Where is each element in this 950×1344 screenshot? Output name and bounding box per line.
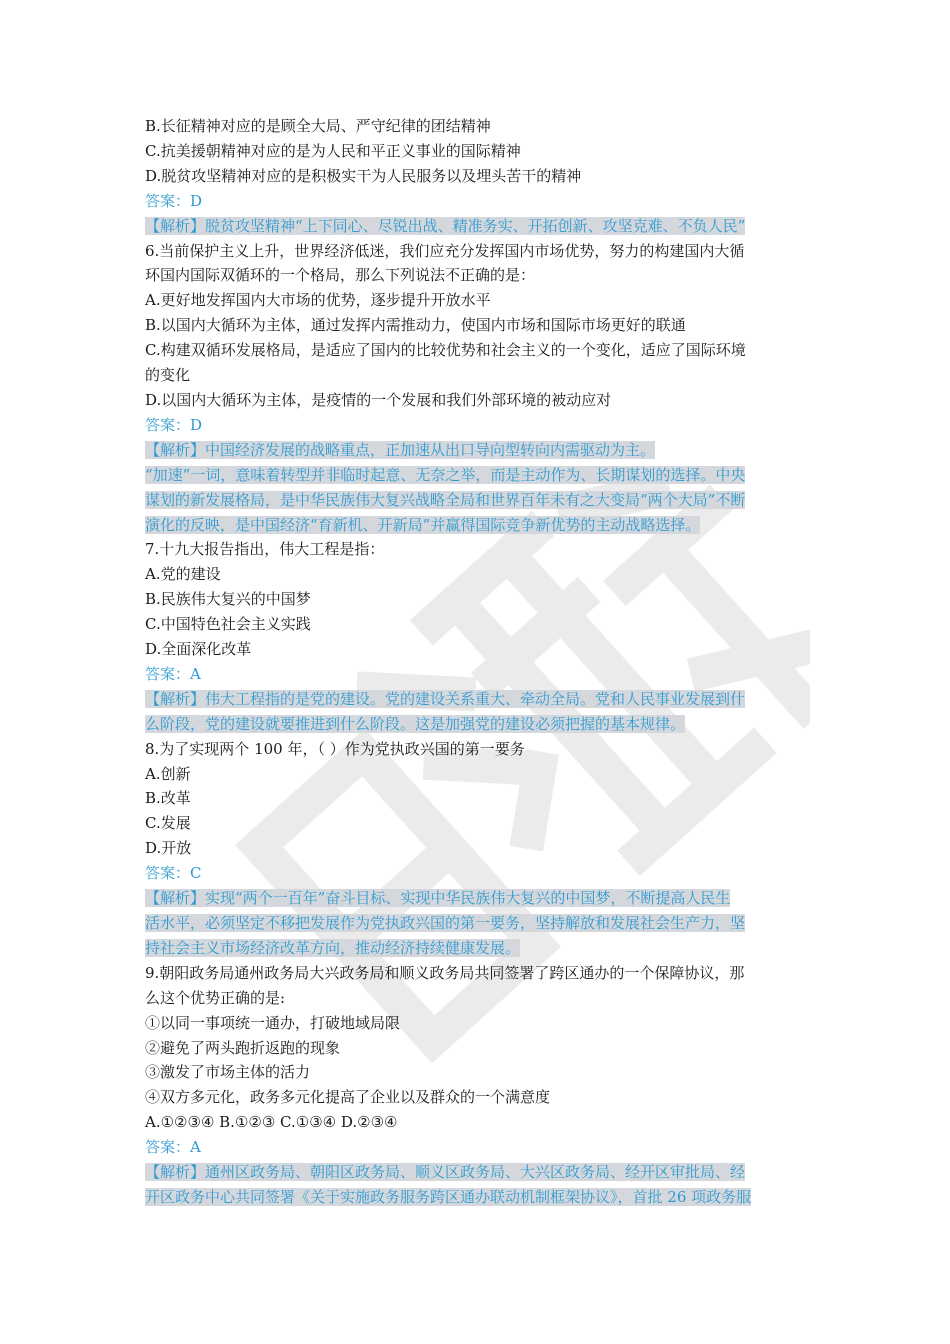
text-line [145,164,809,189]
line-text: 7.十九大报告指出，伟大工程是指： [145,540,385,559]
text-line [145,562,809,587]
line-text: B.民族伟大复兴的中国梦 [145,590,311,609]
line-text: 答案：A [145,664,201,683]
line-text: 答案：C [145,864,202,883]
analysis-line [145,936,809,961]
line-text: ④双方多元化，政务多元化提高了企业以及群众的一个满意度 [145,1088,551,1107]
line-text: ①以同一事项统一通办，打破地域局限 [145,1013,401,1032]
analysis-line [145,214,809,239]
document-body [145,114,809,1210]
text-line [145,1060,809,1085]
answer-line [145,1135,809,1160]
answer-line [145,861,809,886]
text-line [145,1036,809,1061]
text-line [145,1011,809,1036]
line-text: D.以国内大循环为主体，是疫情的一个发展和我们外部环境的被动应对 [145,390,612,409]
line-text: B.以国内大循环为主体，通过发挥内需推动力，使国内市场和国际市场更好的联通 [145,316,686,335]
line-text: 的变化 [145,366,191,385]
line-text: 9.朝阳政务局通州政务局大兴政务局和顺义政务局共同签署了跨区通办的一个保障协议，那 [145,963,745,982]
line-text: 8.为了实现两个 100 年，（ ）作为党执政兴国的第一要务 [145,739,525,758]
text-line [145,587,809,612]
line-text: C.中国特色社会主义实践 [145,615,311,634]
line-text: 答案：D [145,191,203,210]
line-text: “加速”一词，意味着转型并非临时起意、无奈之举，而是主动作为、长期谋划的选择。中央 [145,465,746,484]
line-text: 么阶段，党的建设就要推进到什么阶段。这是加强党的建设必须把握的基本规律。 [145,714,686,733]
line-text: D.全面深化改革 [145,640,252,659]
line-text: 答案：A [145,1138,201,1157]
answer-line [145,189,809,214]
line-text: 【解析】通州区政务局、朝阳区政务局、顺义区政务局、大兴区政务局、经开区审批局、经 [145,1163,746,1182]
answer-line [145,413,809,438]
line-text: B.改革 [145,789,191,808]
answer-line [145,662,809,687]
line-text: 环国内国际双循环的一个格局，那么下列说法不正确的是： [145,266,536,285]
line-text: C.抗美援朝精神对应的是为人民和平正义事业的国际精神 [145,141,521,160]
line-text: 【解析】实现“两个一百年”奋斗目标、实现中华民族伟大复兴的中国梦，不断提高人民生 [145,889,731,908]
line-text: 【解析】伟大工程指的是党的建设。党的建设关系重大、牵动全局。党和人民事业发展到什 [145,689,746,708]
line-text: 演化的反映，是中国经济“育新机、开新局”并赢得国际竞争新优势的主动战略选择。 [145,515,701,534]
analysis-line [145,886,809,911]
text-line [145,114,809,139]
line-text: 活水平，必须坚定不移把发展作为党执政兴国的第一要务，坚持解放和发展社会生产力，坚 [145,914,746,932]
line-text: B.长征精神对应的是顾全大局、严守纪律的团结精神 [145,117,491,135]
text-line [145,811,809,836]
line-text: ②避免了两头跑折返跑的现象 [145,1038,341,1057]
line-text: A.创新 [145,764,191,783]
line-text: C.发展 [145,814,191,833]
text-line [145,313,809,338]
line-text: A.更好地发挥国内大市场的优势，逐步提升开放水平 [145,291,491,310]
analysis-line [145,438,809,463]
text-line [145,288,809,313]
line-text: A.党的建设 [145,565,221,584]
line-text: D.脱贫攻坚精神对应的是积极实干为人民服务以及埋头苦干的精神 [145,166,582,185]
text-line [145,836,809,861]
text-line [145,961,809,986]
text-line [145,263,809,288]
text-line [145,1085,809,1110]
analysis-line [145,463,809,488]
line-text: 开区政务中心共同签署《关于实施政务服务跨区通办联动机制框架协议》，首批 26 项政务服 [145,1187,752,1206]
analysis-line [145,712,809,737]
text-line [145,139,809,164]
text-line [145,986,809,1011]
text-line [145,537,809,562]
line-text: 持社会主义市场经济改革方向，推动经济持续健康发展。 [145,938,521,957]
line-text: 【解析】中国经济发展的战略重点，正加速从出口导向型转向内需驱动为主。 [145,440,656,459]
analysis-line [145,687,809,712]
text-line [145,1110,809,1135]
line-text: 谋划的新发展格局，是中华民族伟大复兴战略全局和世界百年未有之大变局“两个大局”不断 [145,490,746,509]
text-line [145,363,809,388]
analysis-line [145,513,809,538]
text-line [145,239,809,264]
text-line [145,762,809,787]
analysis-line [145,911,809,936]
line-text: ③激发了市场主体的活力 [145,1063,311,1082]
analysis-line [145,1185,809,1210]
text-line [145,737,809,762]
line-text: 6.当前保护主义上升，世界经济低迷，我们应充分发挥国内市场优势，努力的构建国内大循 [145,241,745,260]
text-line [145,612,809,637]
text-line [145,388,809,413]
line-text: C.构建双循环发展格局，是适应了国内的比较优势和社会主义的一个变化，适应了国际环境 [145,341,746,360]
line-text: 么这个优势正确的是: [145,988,286,1007]
line-text: 【解析】脱贫攻坚精神“上下同心、尽锐出战、精准务实、开拓创新、攻坚克难、不负人民” [145,216,746,235]
analysis-line [145,1160,809,1185]
text-line [145,786,809,811]
text-line [145,637,809,662]
text-line [145,338,809,363]
line-text: A.①②③④ B.①②③ C.①③④ D.②③④ [145,1113,398,1132]
line-text: 答案：D [145,415,203,434]
analysis-line [145,488,809,513]
line-text: D.开放 [145,839,192,858]
